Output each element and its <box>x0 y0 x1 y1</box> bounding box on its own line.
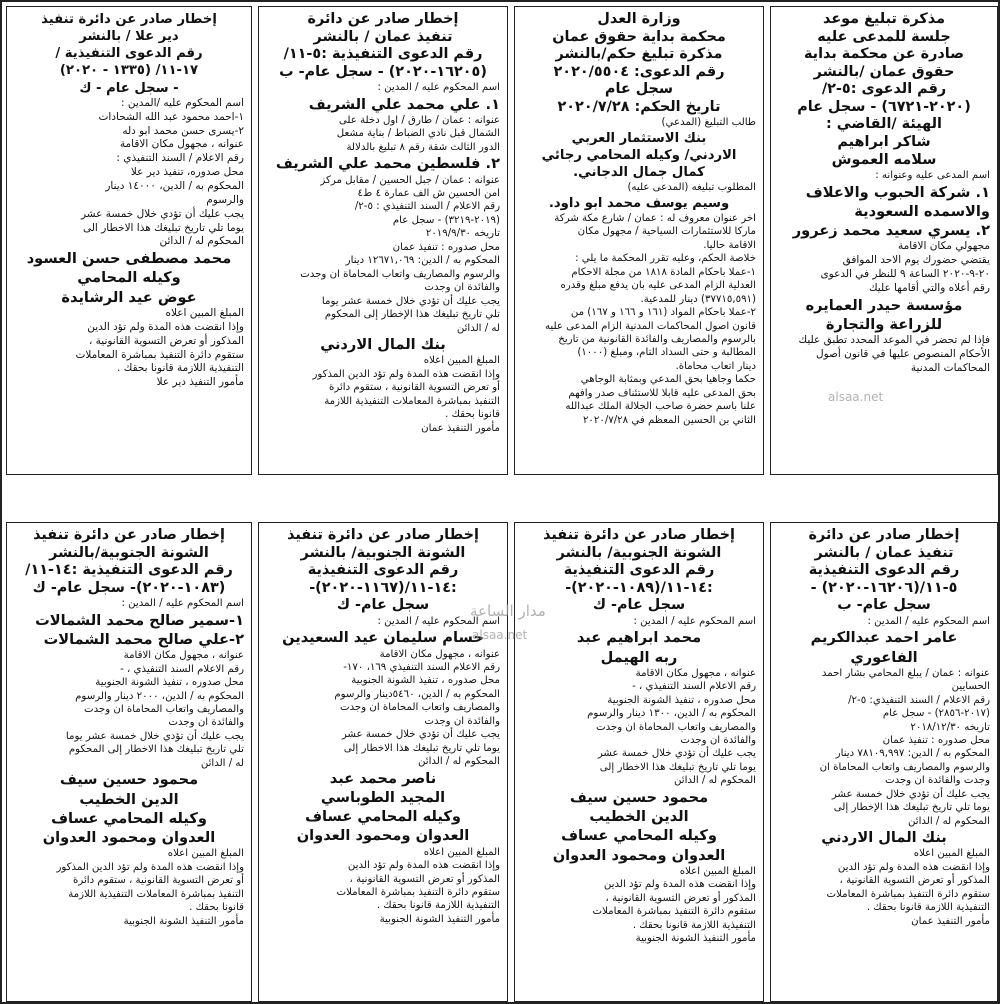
notice-line: تنفيذ عمان / بالنشر <box>814 544 954 561</box>
notice-line: محمود حسين سيف <box>59 771 199 789</box>
notice-line: الشونة الجنوبية/بالنشر <box>49 544 209 561</box>
notice-line: رقم الدعوى التنفيذية <box>808 562 960 579</box>
notice-line: مجهولي مكان الاقامة <box>897 240 990 253</box>
notice-line: سجل عام- ك <box>592 597 686 614</box>
notice-line: المبلغ المبين اعلاه <box>679 865 756 877</box>
notice-line: (١٠٨٣-٢٠٢٠)- سجل عام- ك <box>32 579 226 596</box>
notice-line: مأمور التنفيذ عمان <box>421 422 500 434</box>
notice-line: رقم الاعلام السند التنفيذي ١٦٩، ١٧٠- <box>343 661 500 673</box>
notice-line: رقم الاعلام السند التنفيذي ، - <box>120 663 244 675</box>
notice-line: المذكور أو تعرض التسوية القانونية ، <box>88 334 244 347</box>
notice-line: والمصاريف واتعاب المحاماة ان وجدت <box>339 702 500 714</box>
notice-amman-execution-16205 <box>258 6 508 475</box>
notice-line: (١٦٢٠٥-٢٠٢٠) - سجل عام- ب <box>279 63 487 80</box>
notice-line: المحكوم به / الدين، ٥٤٦٠دينار والرسوم <box>334 688 500 700</box>
notice-line: صادرة عن محكمة بداية <box>803 46 965 63</box>
notice-line: التنفيذية اللازمة قانونا بحقك . <box>376 900 500 912</box>
notice-line: أو تعرض التسوية القانونية ، ستقوم دائرة <box>329 382 500 394</box>
notice-line: يجب عليك أن تؤدي خلال خمسة عشر يوما <box>321 295 500 307</box>
notice-line: مذكرة تبليغ موعد <box>823 11 945 27</box>
notice-line: المحكوم به / الدين، ١٤٠٠٠ دينار <box>105 179 244 192</box>
notice-line: محل صدوره ، تنفيذ الشونة الجنوبية <box>351 675 500 687</box>
notice-line: ٢. فلسطين محمد علي الشريف <box>275 155 500 173</box>
notice-line: سجل عام- ب <box>837 597 931 614</box>
notice-line: يجب عليك أن تؤدي خلال خمسة عشر <box>341 729 500 741</box>
notice-line: قانون اصول المحاكمات المدنية الزام المدعى عليه <box>544 320 756 332</box>
notice-line: ٥-١١/(١٦٢٠٦-٢٠٢٠) - <box>810 579 958 596</box>
notice-line: أو تعرض التسوية القانونية ، ستقوم دائرة <box>73 875 244 887</box>
notice-line: الثاني بن الحسين المعظم في ٢٠٢٠/٧/٢٨ <box>582 414 756 426</box>
notice-line: إخطار صادر عن دائرة <box>808 527 960 543</box>
notice-line: الهيئة /القاضي : <box>826 116 942 133</box>
notice-line: ١٧-١١/ (١٣٣٥ - ٢٠٢٠) <box>59 63 199 79</box>
notice-line: تنفيذ عمان / بالنشر <box>313 28 453 45</box>
notice-line: وإذا انقضت هذه المدة ولم تؤد الدين <box>87 320 244 333</box>
notice-line: وكيله المحامي عساف <box>561 827 717 845</box>
notice-line: المذكور أو تعرض التسوية القانونية ، <box>839 875 990 887</box>
notice-line: عنوانه ، مجهول مكان الاقامة <box>123 650 244 662</box>
notice-line: رقم الاعلام / السند التنفيذي: ٥-٢/ <box>848 694 990 706</box>
notice-line: الاقامة حاليا. <box>703 239 756 251</box>
notice-line: والرسوم <box>206 193 244 206</box>
notice-line: (٣٧٧١٥,٥٩١) دينار للمدعية. <box>640 293 756 305</box>
notice-line: سجل عام- ك <box>336 597 430 614</box>
notice-line: دينار اتعاب محاماة. <box>675 360 756 372</box>
notice-line: شاكر ابراهيم <box>837 133 931 150</box>
notice-line: عوض عيد الرشايدة <box>61 288 197 306</box>
notice-line: تاريخ الحكم: ٢٠٢٠/٧/٢٨ <box>557 98 721 115</box>
notice-line: المبلغ المبين اعلاه <box>913 848 990 860</box>
notice-line: الحسايين <box>951 681 990 693</box>
notice-line: تلي تاريخ تبليغك هذا الاخطار إلى المحكوم <box>68 744 244 756</box>
notice-line: اسم المدعى عليه وعنوانه : <box>875 170 990 182</box>
notice-line: :١٤-١١/(١٠٨٩-٢٠٢٠)- <box>565 579 713 596</box>
notice-line: العدوان ومحمود العدوان <box>552 846 726 864</box>
notice-line: رقم الدعوى التنفيذية <box>307 562 459 579</box>
notice-line: سلامه العموش <box>831 151 937 168</box>
notice-line: طالب التبليغ (المدعي) <box>661 117 756 129</box>
notice-line: ستقوم دائرة التنفيذ بمباشرة المعاملات <box>75 348 244 361</box>
notice-line: كمال جمال الدجاني. <box>573 165 705 181</box>
notice-line: محل صدوره : تنفيذ عمان <box>392 241 500 253</box>
notice-line: دير علا / بالنشر <box>79 29 179 45</box>
notice-line: عنوانه : عمان / طارق / اول دخلة على <box>338 114 500 126</box>
notice-line: المطلوب تبليغه (المدعى عليه) <box>627 182 756 194</box>
notice-line: المحكوم به / الدين: ٧٨١٠٩,٩٩٧ دينار <box>835 748 990 760</box>
notice-line: إخطار صادر عن دائرة <box>307 11 459 27</box>
notice-line: يجب عليك أن تؤدي خلال خمسة عشر <box>597 748 756 760</box>
notice-line: الأحكام المنصوص عليها في قانون أصول <box>815 348 990 361</box>
notice-line: عنوانه : عمان / يبلغ المحامي بشار احمد <box>821 667 990 679</box>
notice-line: ٢-عملا باحكام المواد (١٦١ و ١٦٦ و ١٦٧) من <box>570 307 756 319</box>
notice-line: (٢٠١٧-٢٨٥٦) - سجل عام <box>882 708 990 720</box>
notice-line: ناصر محمد عبد <box>329 769 437 787</box>
notice-line: المحكوم له / الدائن <box>417 756 500 768</box>
notice-line: قانونا بحقك . <box>445 409 500 421</box>
notice-line: رقم الدعوى التنفيذية :١٤-١١/ <box>25 562 233 579</box>
notice-line: (٢٠٢٠-٦٧٢١) - سجل عام <box>797 98 971 115</box>
notice-line: مؤسسة حيدر العمايره <box>805 296 963 314</box>
notice-line: والرسوم والمصاريف واتعاب المحاماة ان <box>819 761 990 773</box>
watermark-text: alsaa.net <box>472 628 528 642</box>
notice-line: إخطار صادر عن دائرة تنفيذ <box>41 12 217 27</box>
notice-line: بحق المدعى عليه قابلا للاستئناف صدر وافهم <box>568 387 756 399</box>
notice-line: التنفيذ بمباشرة المعاملات التنفيذية اللازمة <box>324 395 500 407</box>
notice-line: المبلغ المبين اعلاه <box>165 306 244 319</box>
notice-line: المذكور أو تعرض التسوية القانونية ، <box>349 873 500 885</box>
notice-line: المحكوم به / الدين: ١٢٦٧١,٠٦٩ دينار <box>345 255 500 267</box>
notice-line: له / الدائن <box>456 322 500 334</box>
notice-line: إخطار صادر عن دائرة تنفيذ <box>33 527 225 543</box>
notice-line: الدين الخطيب <box>589 808 689 826</box>
notice-line: التنفيذية اللازمة قانونا بحقك . <box>866 902 990 914</box>
notice-line: المجيد الطوباسي <box>320 788 446 806</box>
notice-line: المذكور أو تعرض التسوية القانونية ، <box>605 892 756 904</box>
notice-line: عامر احمد عبدالكريم <box>810 629 958 647</box>
notice-line: وإذا انقضت هذه المدة ولم تؤد الدين <box>603 879 756 891</box>
notice-line: المحكوم له / الدائن <box>907 815 990 827</box>
notice-line: تلي تاريخ تبليغك هذا الإخطار إلى المحكوم <box>324 309 500 321</box>
notice-line: والمصاريف واتعاب المحاماة ان وجدت <box>595 721 756 733</box>
notice-line: ٢. يسري سعيد محمد زعرور <box>792 222 990 240</box>
notice-line: مأمور التنفيذ دير علا <box>156 376 244 389</box>
notice-line: اسم المحكوم عليه / المدين : <box>377 82 500 94</box>
notice-line: ١. شركة الحبوب والاعلاف <box>805 183 990 201</box>
notice-line: المبلغ المبين اعلاه <box>423 355 500 367</box>
notice-line: إخطار صادر عن دائرة تنفيذ <box>287 527 479 543</box>
notice-line: والفائدة ان وجدت <box>168 717 244 729</box>
notice-line: رقم الاعلام السند التنفيذي ، - <box>632 681 756 693</box>
notice-line: مأمور التنفيذ الشونة الجنوبية <box>123 915 244 927</box>
notice-line: بنك المال الاردني <box>320 336 446 353</box>
notice-line: يجب عليك أن تؤدي خلال خمسة عشر <box>831 788 990 800</box>
notice-line: وكيله المحامي عساف <box>51 809 207 827</box>
notice-line: ماركا للاستثمارات السياحية / مجهول مكان <box>577 226 756 238</box>
notice-line: تاريخه ٢٠١٩/٩/٣٠ <box>425 228 500 240</box>
notice-line: الدين الخطيب <box>79 790 179 808</box>
notice-line: إخطار صادر عن دائرة تنفيذ <box>543 527 735 543</box>
notice-line: وكيله المحامي <box>77 269 181 287</box>
notice-line: محمد مصطفى حسن العسود <box>26 250 232 268</box>
notice-line: رقم الاعلام / السند التنفيذي : <box>116 152 244 165</box>
notice-line: محمد ابراهيم عبد <box>576 629 702 647</box>
notice-line: اسم المحكوم عليه / المدين : <box>633 615 756 627</box>
notice-line: المبلغ المبين اعلاه <box>423 846 500 858</box>
notice-line: التنفيذية اللازمة قانونا بحقك . <box>117 362 244 375</box>
notice-line: والفائدة ان وجدت <box>680 735 756 747</box>
notice-line: بالرسوم والمصاريف والفائدة القانونية من تاريخ <box>558 333 756 345</box>
notice-line: المحاكمات المدنية <box>910 361 990 374</box>
notice-line: يجب عليك أن تؤدي خلال خمسة عشر <box>80 207 244 220</box>
notice-line: يوما تلي تاريخ تبليغك هذا الاخطار الى <box>82 221 244 234</box>
notice-shouneh-execution-1167 <box>258 522 508 1002</box>
notice-line: يقتضي حضورك يوم الاحد الموافق <box>842 254 990 267</box>
notice-line: محكمة بداية حقوق عمان <box>552 28 726 45</box>
notice-line: عنوانه ، مجهول مكان الاقامة <box>635 667 756 679</box>
notice-line: حسام سليمان عيد السعيدين <box>282 629 484 647</box>
notice-line: تاريخه ٢٠١٨/١٢/٣٠ <box>910 721 990 733</box>
notice-line: وإذا انقضت هذه المدة ولم تؤد الدين <box>837 861 990 873</box>
notice-line: امن الحسين ش الف عمارة ٤ ط٤ <box>357 188 500 200</box>
notice-line: خلاصة الحكم، وعليه تقرر المحكمة ما يلي : <box>575 253 756 265</box>
notice-line: للزراعة والتجارة <box>825 315 943 333</box>
notice-deir-alla-execution <box>6 6 252 475</box>
notice-line: رقم الدعوى التنفيذية / <box>55 46 203 62</box>
notice-line: والفائدة ان وجدت <box>424 282 500 294</box>
notice-line: مأمور التنفيذ الشونة الجنوبية <box>379 913 500 925</box>
notice-line: وإذا انقضت هذه المدة ولم تؤد الدين <box>347 860 500 872</box>
notice-shouneh-execution-1089 <box>514 522 764 1002</box>
watermark-text: مدار الساعة <box>470 602 546 620</box>
notice-shouneh-execution-1083 <box>6 522 252 1002</box>
notice-line: (٢٠١٩-٣٢١٩) - سجل عام <box>392 214 500 226</box>
notice-line: ٢-يسرى حسن محمد ابو دله <box>122 124 244 137</box>
notice-line: اسم المحكوم عليه / المدين : <box>121 598 244 610</box>
notice-line: اسم المحكوم عليه / المدين : <box>867 615 990 627</box>
notice-line: الدور الثالث شقة رقم ٨ تبليغ بالدلالة <box>346 141 500 153</box>
notice-line: المبلغ المبين اعلاه <box>167 848 244 860</box>
notice-line: رقم الاعلام / السند التنفيذي : ٥-٢/ <box>354 201 500 213</box>
notice-line: جلسة للمدعى عليه <box>817 28 951 45</box>
notice-line: الشونة الجنوبية/ بالنشر <box>300 544 466 561</box>
notice-line: علنا باسم حضرة صاحب الجلالة الملك عبدالله <box>565 401 756 413</box>
notice-line: والرسوم والمصاريف واتعاب المحاماة ان وجدت <box>300 268 500 280</box>
notice-line: عنوانه : عمان / جبل الحسين / مقابل مركز <box>320 174 500 186</box>
notice-line: يوما تلي تاريخ تبليغك هذا الإخطار إلى <box>833 802 990 814</box>
notice-line: المطالبة و حتى السداد التام، ومبلغ (١٠٠٠) <box>577 347 756 359</box>
notice-line: وسيم يوسف محمد ابو داود. <box>548 195 730 211</box>
notice-line: الاردني/ وكيله المحامي رجائي <box>541 147 737 163</box>
notice-line: عنوانه ، مجهول مكان الاقامة <box>379 648 500 660</box>
notice-line: محل صدوره، تنفيذ دير علا <box>130 166 244 179</box>
notice-line: ستقوم دائرة التنفيذ بمباشرة المعاملات <box>826 888 990 900</box>
notice-line: والمصاريف واتعاب المحاماة ان وجدت <box>83 704 244 716</box>
notice-line: محل صدوره : تنفيذ عمان <box>882 735 990 747</box>
notice-line: فإذا لم تحضر في الموعد المحدد تطبق عليك <box>798 334 990 347</box>
notice-line: محمود حسين سيف <box>569 788 709 806</box>
notice-line: ١-احمد محمود عبد الله الشحادات <box>98 110 244 123</box>
notice-line: رقم الدعوى التنفيذية :٥-١١/ <box>283 46 483 63</box>
notice-line: المحكوم له / الدائن <box>673 775 756 787</box>
notice-line: :١٤-١١/(١١٦٧-٢٠٢٠)- <box>309 579 457 596</box>
notice-line: الفاعوري <box>850 648 918 666</box>
notice-line: وجدت والفائدة ان وجدت <box>885 775 990 787</box>
notice-line: ٢-علي صالح محمد الشمالات <box>43 630 244 648</box>
notice-line: ١-عملا باحكام المادة ١٨١٨ من مجلة الاحكام <box>571 266 756 278</box>
notice-line: له / الدائن <box>200 757 244 769</box>
notice-line: مأمور التنفيذ عمان <box>911 915 990 927</box>
notice-line: ٢٠-٩-٢٠٢٠ الساعة ٩ للنظر في الدعوى <box>820 267 990 280</box>
notice-line: ١. علي محمد علي الشريف <box>308 95 500 113</box>
notice-line: العدوان ومحمود العدوان <box>42 829 216 847</box>
watermark-text: alsaa.net <box>828 390 884 404</box>
notice-line: وإذا انقضت هذه المدة ولم تؤد الدين المذكور <box>312 368 500 380</box>
notice-line: محل صدوره ، تنفيذ الشونة الجنوبية <box>607 694 756 706</box>
notice-line: وإذا انقضت هذه المدة ولم تؤد الدين المذكور <box>56 861 244 873</box>
notice-line: المحكوم به / الدين، ١٣٠٠ دينار والرسوم <box>587 708 756 720</box>
notice-line: اخر عنوان معروف له : عمان / شارع مكة شركة <box>554 212 756 224</box>
notice-line: يوما تلي تاريخ تبليغك هذا الاخطار إلى <box>343 742 500 754</box>
notice-line: حقوق عمان /بالنشر <box>813 63 955 80</box>
notice-line: والاسمده السعودية <box>854 202 990 220</box>
notice-line: ستقوم دائرة التنفيذ بمباشرة المعاملات <box>592 906 756 918</box>
notice-line: العدلية الزام المدعى عليه بان يدفع مبلغ وقدره <box>560 280 756 292</box>
notice-line: يجب عليك أن تؤدي خلال خمسة عشر يوما <box>65 730 244 742</box>
notice-line: ربه الهيمل <box>600 648 678 666</box>
notice-line: المحكوم به / الدين، ٢٠٠٠ دينار والرسوم <box>75 690 244 702</box>
notice-line: ستقوم دائرة التنفيذ بمباشرة المعاملات <box>336 886 500 898</box>
notice-line: - سجل عام - ك <box>79 80 179 96</box>
notice-amman-execution-16206 <box>770 522 998 1002</box>
notice-line: اسم المحكوم عليه /المدين : <box>121 96 244 109</box>
notice-line: قانونا بحقك . <box>189 902 244 914</box>
notice-line: وزارة العدل <box>597 11 681 27</box>
notice-line: بنك الاستثمار العربي <box>571 130 707 146</box>
notice-line: ١-سمير صالح محمد الشمالات <box>35 611 244 629</box>
notice-line: الشونة الجنوبية/ بالنشر <box>556 544 722 561</box>
notice-line: العدوان ومحمود العدوان <box>296 827 470 845</box>
notice-line: سجل عام <box>604 81 674 98</box>
notice-line: التنفيذية اللازمة قانونا بحقك . <box>632 919 756 931</box>
notice-line: رقم الدعوى :٥-٢/ <box>821 81 947 98</box>
notice-line: رقم الدعوى: ٢٠٢٠/٥٥٠٤ <box>553 63 725 80</box>
notice-line: رقم أعلاه والتي أقامها عليك <box>868 281 990 294</box>
notice-line: بنك المال الاردني <box>821 829 947 847</box>
notice-line: محل صدوره ، تنفيذ الشونة الجنوبية <box>95 677 244 689</box>
notice-line: عنوانه ، مجهول مكان الاقامة <box>119 138 244 151</box>
notice-line: رقم الدعوى التنفيذية <box>563 562 715 579</box>
notice-line: مذكرة تبليغ حكم/بالنشر <box>555 46 723 63</box>
notice-line: وكيله المحامي عساف <box>305 808 461 826</box>
notice-line: مأمور التنفيذ الشونة الجنوبية <box>635 933 756 945</box>
notice-line: المحكوم له / الدائن <box>159 235 244 248</box>
notice-judgment-summons <box>514 6 764 475</box>
notice-line: اسم المحكوم عليه / المدين : <box>377 615 500 627</box>
notice-line: يوما تلي تاريخ تبليغك هذا الاخطار إلى <box>599 761 756 773</box>
notice-line: التنفيذ بمباشرة المعاملات التنفيذية اللازمة <box>68 888 244 900</box>
notice-line: الشمال قبل نادي الضباط / بناية مشعل <box>336 128 500 140</box>
notice-line: والفائدة ان وجدت <box>424 715 500 727</box>
notice-hearing-summons <box>770 6 998 475</box>
notice-line: حكما وجاهيا بحق المدعي وبمثابة الوجاهي <box>580 374 756 386</box>
